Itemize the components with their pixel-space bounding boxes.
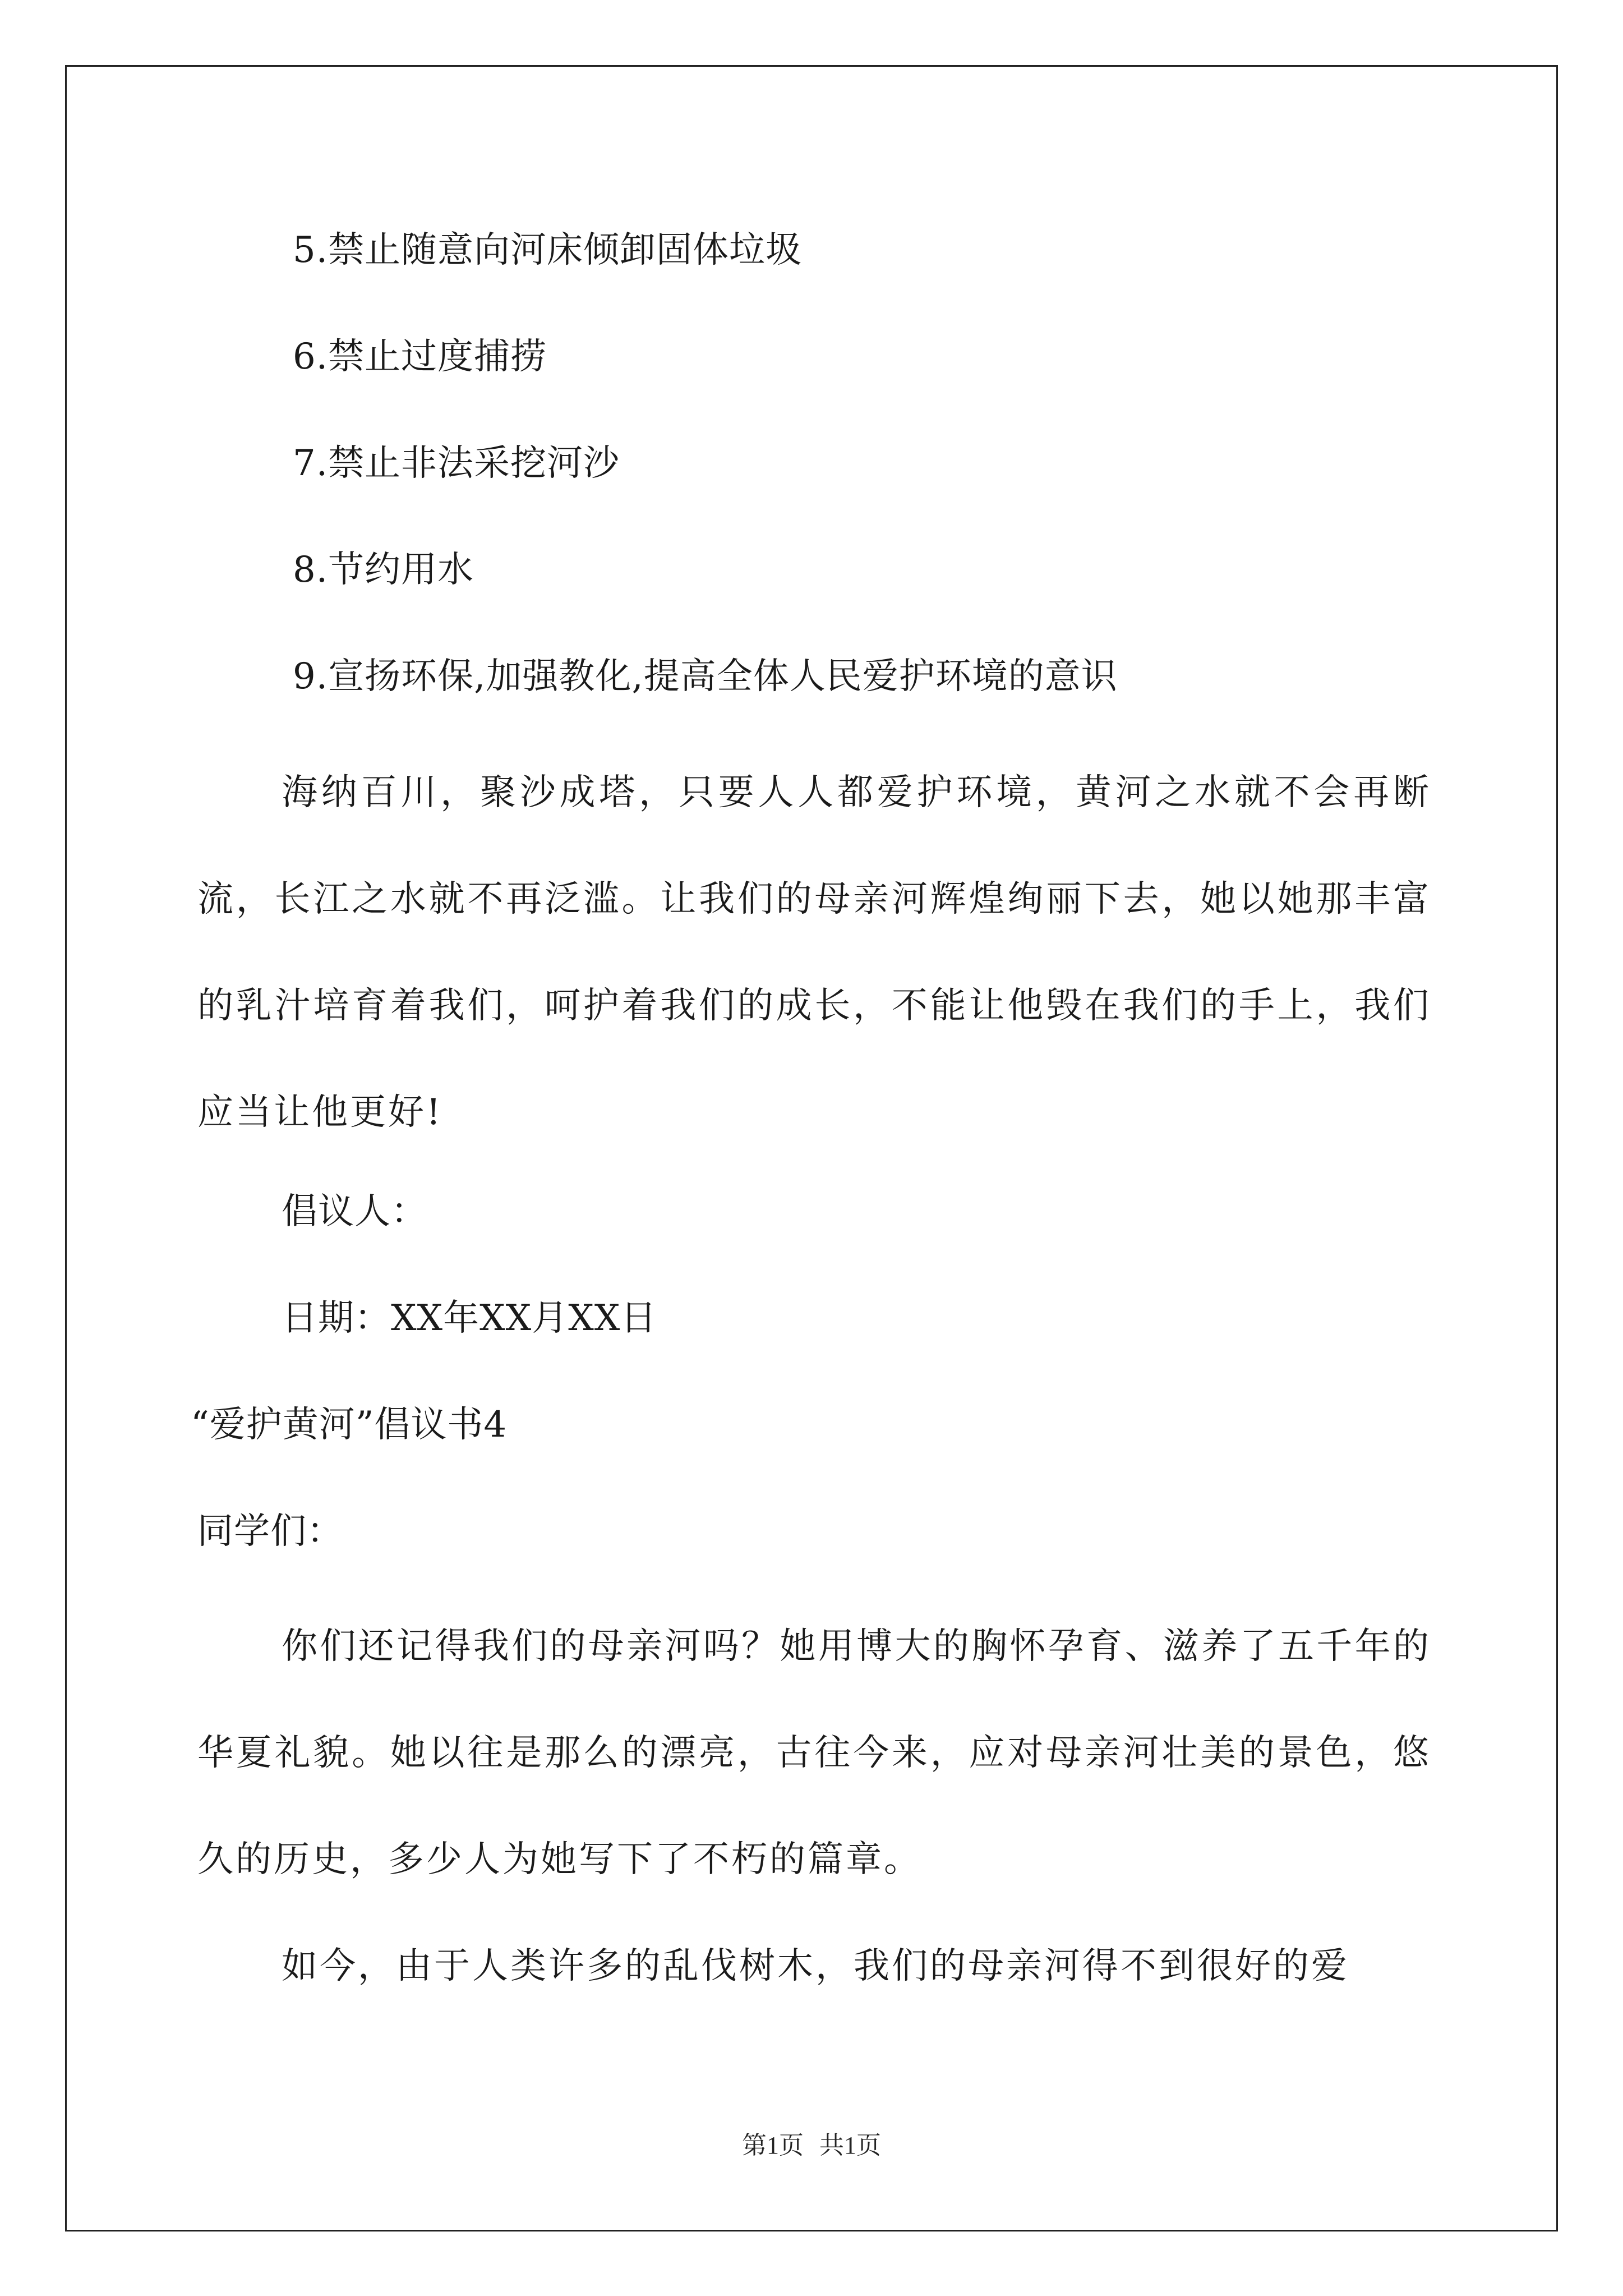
page-footer bbox=[0, 2125, 1623, 2161]
list-item-5: 5.禁止随意向河床倾卸固体垃圾 bbox=[293, 229, 803, 271]
page-total: 共1页 bbox=[819, 2132, 881, 2159]
paragraph-current: 如今，由于人类许多的乱伐树木，我们的母亲河得不到很好的爱 bbox=[282, 1945, 1349, 1987]
proposer-label: 倡议人： bbox=[282, 1191, 427, 1232]
date-line: 日期：XX年XX月XX日 bbox=[282, 1297, 657, 1339]
section-title: “爱护黄河”倡议书4 bbox=[191, 1404, 508, 1446]
paragraph-conclusion: 海纳百川，聚沙成塔，只要人人都爱护环境，黄河之水就不会再断流，长江之水就不再泛滥。让我们的母亲河辉煌绚丽下去，她以她那丰富的乳汁培育着我们，呵护着我们的成长，不能让他毁在我们的手上，我们应当让他更好! bbox=[197, 772, 1431, 1133]
list-item-7: 7.禁止非法采挖河沙 bbox=[293, 443, 620, 484]
page-number: 第1页 bbox=[742, 2132, 804, 2159]
paragraph-intro: 你们还记得我们的母亲河吗？她用博大的胸怀孕育、滋养了五千年的华夏礼貌。她以往是那么的漂亮，古往今来，应对母亲河壮美的景色，悠久的历史，多少人为她写下了不朽的篇章。 bbox=[197, 1626, 1431, 1880]
list-item-8: 8.节约用水 bbox=[293, 549, 474, 591]
list-item-6: 6.禁止过度捕捞 bbox=[293, 336, 547, 378]
salutation: 同学们： bbox=[197, 1511, 343, 1552]
list-item-9: 9.宣扬环保,加强教化,提高全体人民爱护环境的意识 bbox=[293, 656, 1118, 697]
